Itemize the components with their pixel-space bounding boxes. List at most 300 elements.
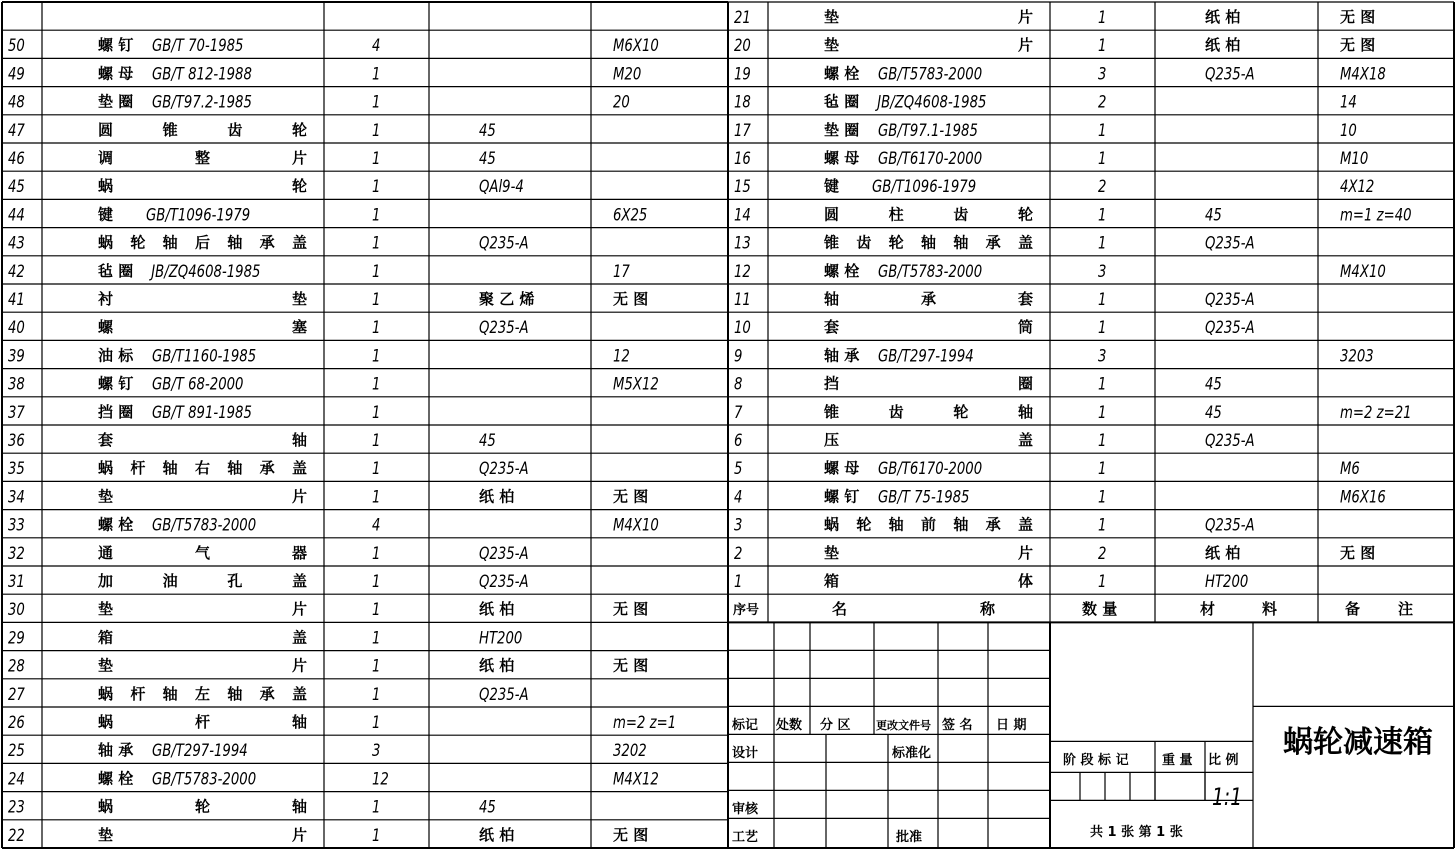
- part-number: 40: [7, 317, 25, 338]
- part-quantity: 4: [372, 514, 381, 536]
- part-material: HT200: [1205, 571, 1249, 592]
- part-quantity: 1: [372, 430, 381, 451]
- part-name-char: 轴: [292, 431, 308, 449]
- part-material: Q235-A: [478, 543, 529, 564]
- part-number: 41: [7, 289, 25, 310]
- part-name: [98, 177, 307, 195]
- part-number: 26: [7, 712, 25, 733]
- part-name-char: 垫: [98, 656, 114, 675]
- part-name-char: 锥: [824, 233, 840, 252]
- part-name: [98, 290, 307, 308]
- part-name: [98, 657, 307, 675]
- part-standard: GB/T1160-1985: [152, 345, 257, 366]
- table-row: [734, 261, 1386, 281]
- table-row: [734, 7, 1375, 27]
- part-name: 螺 栓: [824, 64, 860, 83]
- part-number: 19: [734, 63, 751, 84]
- part-name-char: 盖: [1018, 515, 1034, 534]
- part-name-char: 轮: [888, 233, 904, 252]
- part-name-char: 器: [292, 543, 308, 562]
- table-row: [8, 36, 659, 56]
- part-note: 无 图: [613, 656, 649, 675]
- part-material: Q235-A: [478, 571, 529, 592]
- part-name-char: 套: [1018, 290, 1034, 308]
- part-number: 18: [734, 91, 751, 113]
- part-material: 纸 柏: [479, 825, 515, 844]
- table-row: [8, 148, 496, 168]
- table-row: [8, 120, 496, 140]
- part-quantity: 1: [372, 176, 381, 197]
- part-quantity: 1: [372, 796, 381, 818]
- part-number: 10: [734, 317, 751, 338]
- tb-scale-value: 1:1: [1211, 783, 1243, 812]
- part-name-char: 轮: [130, 233, 146, 252]
- part-number: 9: [734, 345, 743, 366]
- part-quantity: 1: [372, 91, 381, 113]
- part-note: M4X10: [1340, 261, 1386, 282]
- part-name: [98, 234, 307, 252]
- part-name-char: 盖: [1018, 233, 1034, 252]
- part-quantity: 1: [372, 486, 381, 507]
- tb-review: 审核: [732, 802, 759, 817]
- part-name-char: 片: [292, 487, 308, 506]
- part-name-char: 挡: [824, 374, 840, 393]
- part-name-char: 油: [162, 572, 178, 590]
- table-row: [734, 36, 1375, 56]
- part-quantity: 4: [372, 35, 381, 56]
- part-name: [98, 318, 307, 336]
- part-standard: GB/T5783-2000: [152, 514, 257, 536]
- part-name-char: 螺: [98, 318, 114, 337]
- part-number: 6: [734, 430, 743, 451]
- part-name-char: 盖: [292, 459, 308, 478]
- table-row: [734, 487, 1386, 507]
- part-number: 14: [734, 204, 751, 225]
- part-name-char: 左: [195, 684, 211, 703]
- part-standard: GB/T97.1-1985: [877, 120, 978, 141]
- part-quantity: 1: [1098, 204, 1107, 225]
- part-name-char: 轴: [953, 233, 969, 252]
- part-name-char: 垫: [98, 487, 114, 506]
- part-name-char: 杆: [130, 684, 146, 703]
- part-name-char: 套: [98, 431, 114, 449]
- part-name: [824, 516, 1033, 534]
- part-material: Q235-A: [1205, 289, 1255, 310]
- part-standard: GB/T297-1994: [877, 345, 974, 366]
- part-name-char: 轮: [292, 120, 308, 139]
- part-quantity: 1: [372, 345, 381, 366]
- part-name-char: 盖: [292, 628, 308, 647]
- part-quantity: 1: [372, 571, 381, 592]
- table-row: [8, 515, 659, 535]
- part-note: 无 图: [613, 290, 649, 308]
- part-name: [824, 205, 1033, 223]
- table-row: [8, 430, 496, 450]
- part-material: Q235-A: [1205, 232, 1255, 254]
- part-number: 17: [734, 120, 751, 141]
- part-material: 45: [478, 120, 496, 141]
- part-standard: GB/T5783-2000: [877, 63, 983, 84]
- part-name: [823, 234, 1033, 252]
- tb-zone: 分 区: [820, 718, 851, 733]
- part-name-char: 蜗: [98, 233, 114, 252]
- tb-design: 设计: [732, 746, 759, 761]
- part-name: [824, 572, 1033, 590]
- part-quantity: 1: [1098, 373, 1107, 395]
- part-name-char: 轴: [1018, 402, 1034, 421]
- part-name-char: 垫: [824, 8, 840, 26]
- part-name-char: 承: [985, 515, 1001, 534]
- part-name-char: 承: [985, 233, 1001, 252]
- part-note: 6X25: [612, 204, 648, 225]
- table-grid-lines: [2, 2, 1454, 848]
- part-name-char: 轮: [195, 797, 211, 816]
- part-number: 42: [7, 261, 25, 282]
- part-material: 45: [1205, 204, 1222, 225]
- part-name-char: 轴: [162, 233, 178, 252]
- part-name-char: 轴: [292, 797, 308, 816]
- part-name-char: 锥: [824, 402, 840, 421]
- part-number: 27: [7, 684, 25, 705]
- table-row: [734, 430, 1255, 450]
- part-name: 键: [824, 177, 840, 196]
- part-material: Q235-A: [1205, 63, 1255, 84]
- part-quantity: 3: [372, 740, 381, 761]
- part-name-char: 气: [195, 543, 211, 562]
- part-material: Q235-A: [478, 458, 529, 479]
- part-standard: GB/T5783-2000: [152, 768, 257, 789]
- part-name-char: 体: [1018, 572, 1034, 590]
- part-note: 3202: [612, 740, 647, 761]
- part-note: m=2 z=1: [612, 712, 677, 733]
- part-name-char: 右: [195, 459, 211, 478]
- part-quantity: 1: [1098, 232, 1107, 254]
- part-name: 轴 承: [824, 346, 860, 365]
- part-material: Q235-A: [478, 317, 529, 338]
- part-name: [98, 487, 307, 505]
- table-row: [734, 346, 1374, 366]
- part-name: [824, 36, 1033, 54]
- part-name: [97, 431, 307, 449]
- part-name-char: 垫: [292, 290, 308, 308]
- part-name-char: 片: [1018, 543, 1034, 562]
- part-note: 无 图: [1340, 543, 1376, 562]
- part-quantity: 1: [1098, 148, 1107, 169]
- table-row: [8, 797, 496, 817]
- tb-scale: 比 例: [1208, 753, 1239, 768]
- part-number: 32: [7, 543, 25, 564]
- table-row: [734, 92, 1357, 112]
- tb-standardize: 标准化: [892, 746, 932, 761]
- table-row: [8, 628, 522, 648]
- part-name: 垫 圈: [98, 92, 134, 111]
- header-qty: 数 量: [1082, 600, 1118, 618]
- part-material: Q235-A: [478, 232, 529, 254]
- part-note: 12: [612, 345, 630, 366]
- part-name-char: 齿: [856, 233, 872, 252]
- tb-count: 处数: [776, 718, 803, 733]
- part-note: M4X18: [1340, 63, 1386, 84]
- part-quantity: 1: [372, 599, 381, 620]
- part-name: 键: [98, 205, 114, 224]
- part-name-char: 承: [259, 233, 275, 252]
- part-quantity: 1: [1098, 317, 1107, 338]
- table-row: [8, 684, 529, 704]
- part-name-char: 齿: [888, 402, 904, 421]
- part-note: M4X10: [612, 514, 659, 536]
- table-row: [8, 571, 529, 591]
- table-row: [8, 318, 529, 338]
- table-row: [734, 64, 1386, 84]
- part-name-char: 锥: [162, 120, 178, 139]
- part-name-char: 盖: [292, 684, 308, 703]
- part-quantity: 1: [372, 232, 381, 254]
- part-quantity: 1: [1098, 486, 1107, 507]
- part-material: 45: [478, 796, 496, 818]
- part-name-char: 承: [259, 684, 275, 703]
- part-quantity: 1: [1098, 35, 1107, 56]
- part-name-char: 柱: [888, 205, 904, 224]
- part-number: 46: [7, 148, 25, 169]
- tb-change-doc: 更改文件号: [876, 719, 931, 732]
- header-material-right: 料: [1262, 600, 1278, 618]
- part-number: 4: [734, 486, 743, 507]
- part-standard: GB/T297-1994: [152, 740, 248, 761]
- part-name-char: 轮: [953, 402, 969, 421]
- part-name: [824, 8, 1033, 26]
- part-note: 20: [612, 91, 630, 113]
- part-name-char: 轴: [227, 684, 243, 703]
- part-name: 螺 母: [824, 149, 860, 167]
- part-standard: GB/T 75-1985: [877, 486, 970, 507]
- part-quantity: 1: [372, 63, 381, 84]
- header-name-left: 名: [832, 600, 848, 618]
- part-number: 15: [734, 176, 751, 197]
- table-row: [734, 318, 1255, 338]
- part-name-char: 后: [195, 233, 211, 252]
- part-name-char: 齿: [953, 205, 969, 224]
- part-number: 25: [7, 740, 25, 761]
- part-note: 无 图: [1340, 36, 1376, 55]
- part-quantity: 1: [372, 373, 381, 395]
- part-number: 36: [7, 430, 25, 451]
- part-name-char: 轴: [162, 684, 178, 703]
- part-name-char: 垫: [98, 825, 114, 844]
- part-number: 28: [7, 655, 25, 677]
- table-row: [734, 233, 1255, 253]
- table-row: [734, 571, 1248, 591]
- part-name: 毡 圈: [98, 261, 134, 280]
- part-name-char: 片: [292, 656, 308, 675]
- part-number: 38: [7, 373, 25, 395]
- part-name: 螺 栓: [98, 515, 134, 534]
- part-number: 37: [7, 402, 25, 423]
- part-quantity: 1: [372, 655, 381, 677]
- table-row: [8, 289, 648, 309]
- part-note: M6X16: [1340, 486, 1386, 507]
- part-number: 35: [7, 458, 25, 479]
- part-material: Q235-A: [478, 684, 529, 705]
- part-name-char: 轴: [953, 515, 969, 534]
- part-name-char: 前: [921, 515, 937, 534]
- part-quantity: 1: [372, 684, 381, 705]
- part-name-char: 蜗: [98, 459, 114, 478]
- table-row: [734, 205, 1412, 225]
- parts-list-right: [734, 7, 1412, 591]
- part-material: 聚 乙 烯: [479, 290, 535, 308]
- part-note: 无 图: [613, 600, 649, 619]
- part-name: 螺 钉: [98, 374, 134, 393]
- tb-process: 工艺: [732, 830, 759, 845]
- part-name: 油 标: [98, 346, 134, 365]
- part-material: 纸 柏: [479, 656, 515, 675]
- part-quantity: 1: [372, 543, 381, 564]
- part-number: 39: [7, 345, 25, 366]
- part-note: m=2 z=21: [1340, 402, 1412, 423]
- part-quantity: 1: [372, 289, 381, 310]
- part-note: 17: [612, 261, 630, 282]
- part-note: m=1 z=40: [1340, 204, 1412, 225]
- part-name-char: 孔: [227, 572, 243, 590]
- table-row: [734, 459, 1360, 479]
- part-name: [98, 798, 307, 816]
- part-number: 23: [7, 796, 25, 818]
- part-name-char: 蜗: [824, 515, 840, 534]
- part-name-char: 蜗: [98, 713, 114, 731]
- part-name-char: 套: [824, 318, 840, 337]
- part-name: 垫 圈: [824, 120, 860, 139]
- part-quantity: 1: [372, 825, 381, 846]
- part-name-char: 盖: [292, 572, 308, 590]
- part-name-char: 垫: [98, 600, 114, 619]
- part-name-char: 片: [292, 149, 308, 167]
- part-name-char: 圈: [1018, 374, 1034, 393]
- tb-date: 日 期: [996, 718, 1027, 733]
- part-name-char: 杆: [195, 713, 211, 731]
- part-material: Q235-A: [1205, 317, 1255, 338]
- tb-approve: 批准: [896, 830, 923, 845]
- part-name: [98, 628, 307, 646]
- table-row: [734, 148, 1368, 168]
- part-material: 45: [478, 430, 496, 451]
- table-row: [8, 741, 647, 761]
- part-note: M6: [1340, 458, 1360, 479]
- tb-stage-mark: 阶 段 标 记: [1063, 753, 1129, 768]
- parts-list-header-row: [733, 600, 1413, 618]
- part-standard: GB/T6170-2000: [877, 148, 983, 169]
- part-name: [98, 149, 307, 167]
- table-row: [8, 543, 529, 563]
- part-number: 12: [734, 261, 751, 282]
- part-name-char: 片: [292, 600, 308, 619]
- part-name: [98, 713, 307, 731]
- part-material: Q235-A: [1205, 430, 1255, 451]
- part-number: 50: [7, 35, 25, 56]
- part-standard: GB/T 891-1985: [152, 402, 252, 423]
- part-note: 无 图: [613, 487, 649, 506]
- part-name-char: 盖: [1018, 431, 1034, 449]
- part-number: 21: [734, 7, 751, 28]
- part-name-char: 蜗: [98, 684, 114, 703]
- part-note: 14: [1340, 91, 1357, 113]
- part-name: 螺 栓: [98, 769, 134, 788]
- part-name-char: 调: [98, 149, 114, 167]
- table-row: [734, 177, 1374, 197]
- part-quantity: 2: [1098, 176, 1107, 197]
- part-name-char: 杆: [130, 459, 146, 478]
- part-name-char: 片: [292, 825, 308, 844]
- part-material: 纸 柏: [1205, 543, 1241, 562]
- part-name-char: 圆: [98, 120, 114, 139]
- part-standard: GB/T 68-2000: [152, 373, 244, 395]
- part-note: M10: [1340, 148, 1369, 169]
- table-row: [8, 600, 648, 620]
- part-name-char: 盖: [292, 233, 308, 252]
- title-block: [731, 717, 1433, 845]
- header-note-left: 备: [1345, 600, 1361, 618]
- part-name-char: 垫: [824, 36, 840, 55]
- table-row: [734, 120, 1357, 140]
- tb-weight: 重 量: [1162, 753, 1193, 768]
- part-name: 螺 栓: [824, 261, 860, 280]
- part-name: 螺 钉: [824, 487, 860, 506]
- part-number: 16: [734, 148, 751, 169]
- part-note: 无 图: [613, 825, 649, 844]
- part-quantity: 1: [372, 458, 381, 479]
- part-material: HT200: [478, 627, 523, 648]
- part-number: 30: [7, 599, 25, 620]
- part-name: [98, 600, 307, 618]
- part-name: 轴 承: [98, 741, 134, 760]
- table-row: [8, 233, 529, 253]
- parts-list-left: [8, 36, 676, 846]
- part-quantity: 1: [1098, 514, 1107, 536]
- table-row: [734, 374, 1222, 394]
- part-name-char: 衬: [98, 290, 114, 308]
- part-quantity: 1: [1098, 402, 1107, 423]
- part-name: [98, 459, 307, 477]
- table-row: [8, 346, 630, 366]
- part-note: M4X12: [612, 768, 659, 789]
- part-standard: GB/T5783-2000: [877, 261, 983, 282]
- part-name: [824, 290, 1033, 308]
- part-note: 无 图: [1340, 8, 1376, 26]
- part-number: 22: [7, 825, 25, 846]
- part-number: 44: [7, 204, 25, 225]
- part-name: [824, 375, 1033, 393]
- part-name-char: 片: [1018, 36, 1034, 55]
- part-name-char: 箱: [824, 572, 840, 590]
- part-standard: GB/T1096-1979: [872, 176, 977, 197]
- part-number: 49: [7, 63, 25, 84]
- part-standard: GB/T 812-1988: [152, 63, 252, 84]
- part-name-char: 承: [259, 459, 275, 478]
- table-row: [8, 261, 630, 281]
- table-row: [734, 515, 1255, 535]
- header-note-right: 注: [1398, 600, 1414, 618]
- part-note: M5X12: [612, 373, 659, 395]
- tb-sheets: 共 1 张 第 1 张: [1090, 825, 1183, 840]
- table-row: [8, 374, 659, 394]
- part-standard: GB/T 70-1985: [152, 35, 244, 56]
- part-quantity: 1: [372, 204, 381, 225]
- part-material: 45: [1205, 402, 1222, 423]
- part-name-char: 片: [1018, 8, 1034, 26]
- part-name-char: 轮: [1018, 205, 1034, 224]
- part-number: 24: [7, 768, 25, 789]
- table-row: [8, 64, 641, 84]
- part-material: 45: [478, 148, 496, 169]
